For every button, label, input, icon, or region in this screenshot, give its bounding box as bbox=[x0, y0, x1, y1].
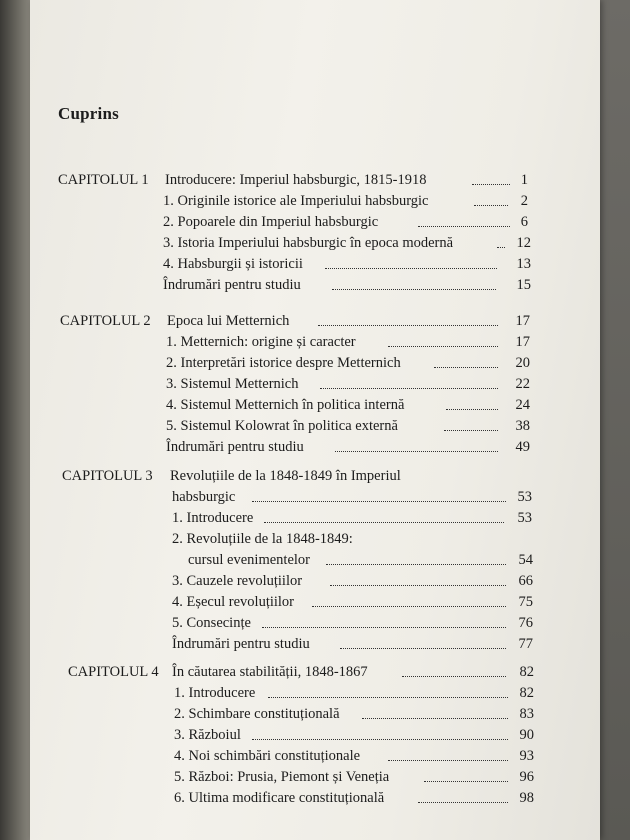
chapter-label: CAPITOLUL 1 bbox=[58, 172, 149, 188]
toc-entry bbox=[0, 573, 630, 594]
entry-text: 4. Sistemul Metternich în politica internă bbox=[166, 397, 405, 413]
page-number: 6 bbox=[520, 214, 528, 230]
entry-text: 6. Ultima modificare constituțională bbox=[174, 790, 385, 806]
page-number: 76 bbox=[518, 615, 533, 631]
entry-text: 2. Interpretări istorice despre Metternich bbox=[166, 355, 401, 371]
dot-leader bbox=[252, 738, 508, 740]
page-number: 38 bbox=[515, 418, 530, 434]
page-number: 83 bbox=[519, 706, 534, 722]
chapter-heading bbox=[0, 172, 630, 193]
entry-text: Îndrumări pentru studiu bbox=[172, 636, 310, 652]
toc-entry bbox=[0, 418, 630, 439]
toc-entry bbox=[0, 615, 630, 636]
dot-leader bbox=[312, 605, 506, 607]
chapter-3-block bbox=[0, 468, 630, 657]
dot-leader bbox=[262, 626, 506, 628]
page-number: 12 bbox=[516, 235, 531, 251]
page-number: 75 bbox=[518, 594, 533, 610]
toc-title: Cuprins bbox=[58, 104, 119, 123]
toc-entry bbox=[0, 376, 630, 397]
page-number: 53 bbox=[517, 510, 532, 526]
page-number: 13 bbox=[516, 256, 531, 272]
page-number: 82 bbox=[519, 664, 534, 680]
chapter-title: Revoluțiile de la 1848-1849 în Imperiul bbox=[170, 468, 401, 484]
chapter-title: Epoca lui Metternich bbox=[167, 313, 290, 329]
chapter-title-continued: habsburgic bbox=[172, 489, 236, 505]
chapter-title: În căutarea stabilității, 1848-1867 bbox=[172, 664, 368, 680]
chapter-title: Introducere: Imperiul habsburgic, 1815-1918 bbox=[165, 172, 427, 188]
toc-entry bbox=[0, 790, 630, 811]
page-number: 93 bbox=[519, 748, 534, 764]
toc-entry bbox=[0, 397, 630, 418]
entry-text: 5. Război: Prusia, Piemont și Veneția bbox=[174, 769, 390, 785]
page-number: 77 bbox=[518, 636, 533, 652]
chapter-heading-cont bbox=[0, 489, 630, 510]
dot-leader bbox=[264, 521, 504, 523]
chapter-1-block bbox=[0, 172, 630, 298]
page-number: 53 bbox=[517, 489, 532, 505]
toc-entry bbox=[0, 748, 630, 769]
page-number: 90 bbox=[519, 727, 534, 743]
toc-entry bbox=[0, 334, 630, 355]
toc-entry bbox=[0, 256, 630, 277]
toc-entry bbox=[0, 594, 630, 615]
chapter-heading bbox=[0, 468, 630, 489]
entry-text: 2. Popoarele din Imperiul habsburgic bbox=[163, 214, 379, 230]
entry-text: 3. Războiul bbox=[174, 727, 241, 743]
toc-entry bbox=[0, 235, 630, 256]
toc-entry bbox=[0, 706, 630, 727]
page-number: 54 bbox=[518, 552, 533, 568]
entry-text: 5. Sistemul Kolowrat în politica externă bbox=[166, 418, 398, 434]
dot-leader bbox=[340, 647, 506, 649]
entry-text: 1. Metternich: origine și caracter bbox=[166, 334, 356, 350]
entry-text: 4. Habsburgii și istoricii bbox=[163, 256, 303, 272]
entry-text: 1. Originile istorice ale Imperiului habsburgic bbox=[163, 193, 429, 209]
chapter-4-block bbox=[0, 664, 630, 811]
page-number: 20 bbox=[515, 355, 530, 371]
entry-text: 3. Istoria Imperiului habsburgic în epoca modernă bbox=[163, 235, 454, 251]
dot-leader bbox=[434, 366, 498, 368]
toc-entry bbox=[0, 214, 630, 235]
entry-text: 2. Schimbare constituțională bbox=[174, 706, 340, 722]
toc-entry bbox=[0, 193, 630, 214]
dot-leader bbox=[402, 675, 506, 677]
page-number: 98 bbox=[519, 790, 534, 806]
page-number: 22 bbox=[515, 376, 530, 392]
toc-entry bbox=[0, 277, 630, 298]
chapter-2-block bbox=[0, 313, 630, 460]
page-number: 82 bbox=[519, 685, 534, 701]
toc-entry-cont bbox=[0, 552, 630, 573]
entry-text: 4. Eșecul revoluțiilor bbox=[172, 594, 295, 610]
page-number: 66 bbox=[518, 573, 533, 589]
entry-text: 4. Noi schimbări constituționale bbox=[174, 748, 361, 764]
page-number: 17 bbox=[515, 313, 530, 329]
toc-entry bbox=[0, 355, 630, 376]
chapter-label: CAPITOLUL 2 bbox=[60, 313, 151, 329]
entry-text: 5. Consecințe bbox=[172, 615, 251, 631]
page-number: 24 bbox=[515, 397, 530, 413]
page-number: 49 bbox=[515, 439, 530, 455]
toc-entry bbox=[0, 727, 630, 748]
toc-entry bbox=[0, 439, 630, 460]
chapter-label: CAPITOLUL 4 bbox=[68, 664, 159, 680]
dot-leader bbox=[330, 584, 506, 586]
dot-leader bbox=[268, 696, 508, 698]
dot-leader bbox=[335, 450, 498, 452]
page-number: 17 bbox=[515, 334, 530, 350]
chapter-heading bbox=[0, 313, 630, 334]
entry-text: 1. Introducere bbox=[172, 510, 254, 526]
dot-leader bbox=[388, 759, 508, 761]
entry-text: Îndrumări pentru studiu bbox=[163, 277, 301, 293]
page-number: 15 bbox=[516, 277, 531, 293]
page-number: 2 bbox=[520, 193, 528, 209]
toc-entry bbox=[0, 510, 630, 531]
toc-entry bbox=[0, 685, 630, 706]
dot-leader bbox=[332, 288, 496, 290]
page-number: 96 bbox=[519, 769, 534, 785]
entry-text: 1. Introducere bbox=[174, 685, 256, 701]
entry-text: 3. Cauzele revoluțiilor bbox=[172, 573, 303, 589]
entry-text: 3. Sistemul Metternich bbox=[166, 376, 299, 392]
toc-entry bbox=[0, 531, 630, 552]
toc-entry bbox=[0, 769, 630, 790]
dot-leader bbox=[326, 563, 506, 565]
dot-leader bbox=[325, 267, 497, 269]
toc-entry bbox=[0, 636, 630, 657]
dot-leader bbox=[252, 500, 506, 502]
entry-text-continued: cursul evenimentelor bbox=[188, 552, 310, 568]
dot-leader bbox=[318, 324, 498, 326]
entry-text: 2. Revoluțiile de la 1848-1849: bbox=[172, 531, 353, 547]
page-number: 1 bbox=[520, 172, 528, 188]
dot-leader bbox=[362, 717, 508, 719]
dot-leader bbox=[320, 387, 498, 389]
chapter-heading bbox=[0, 664, 630, 685]
chapter-label: CAPITOLUL 3 bbox=[62, 468, 153, 484]
dot-leader bbox=[388, 345, 498, 347]
entry-text: Îndrumări pentru studiu bbox=[166, 439, 304, 455]
